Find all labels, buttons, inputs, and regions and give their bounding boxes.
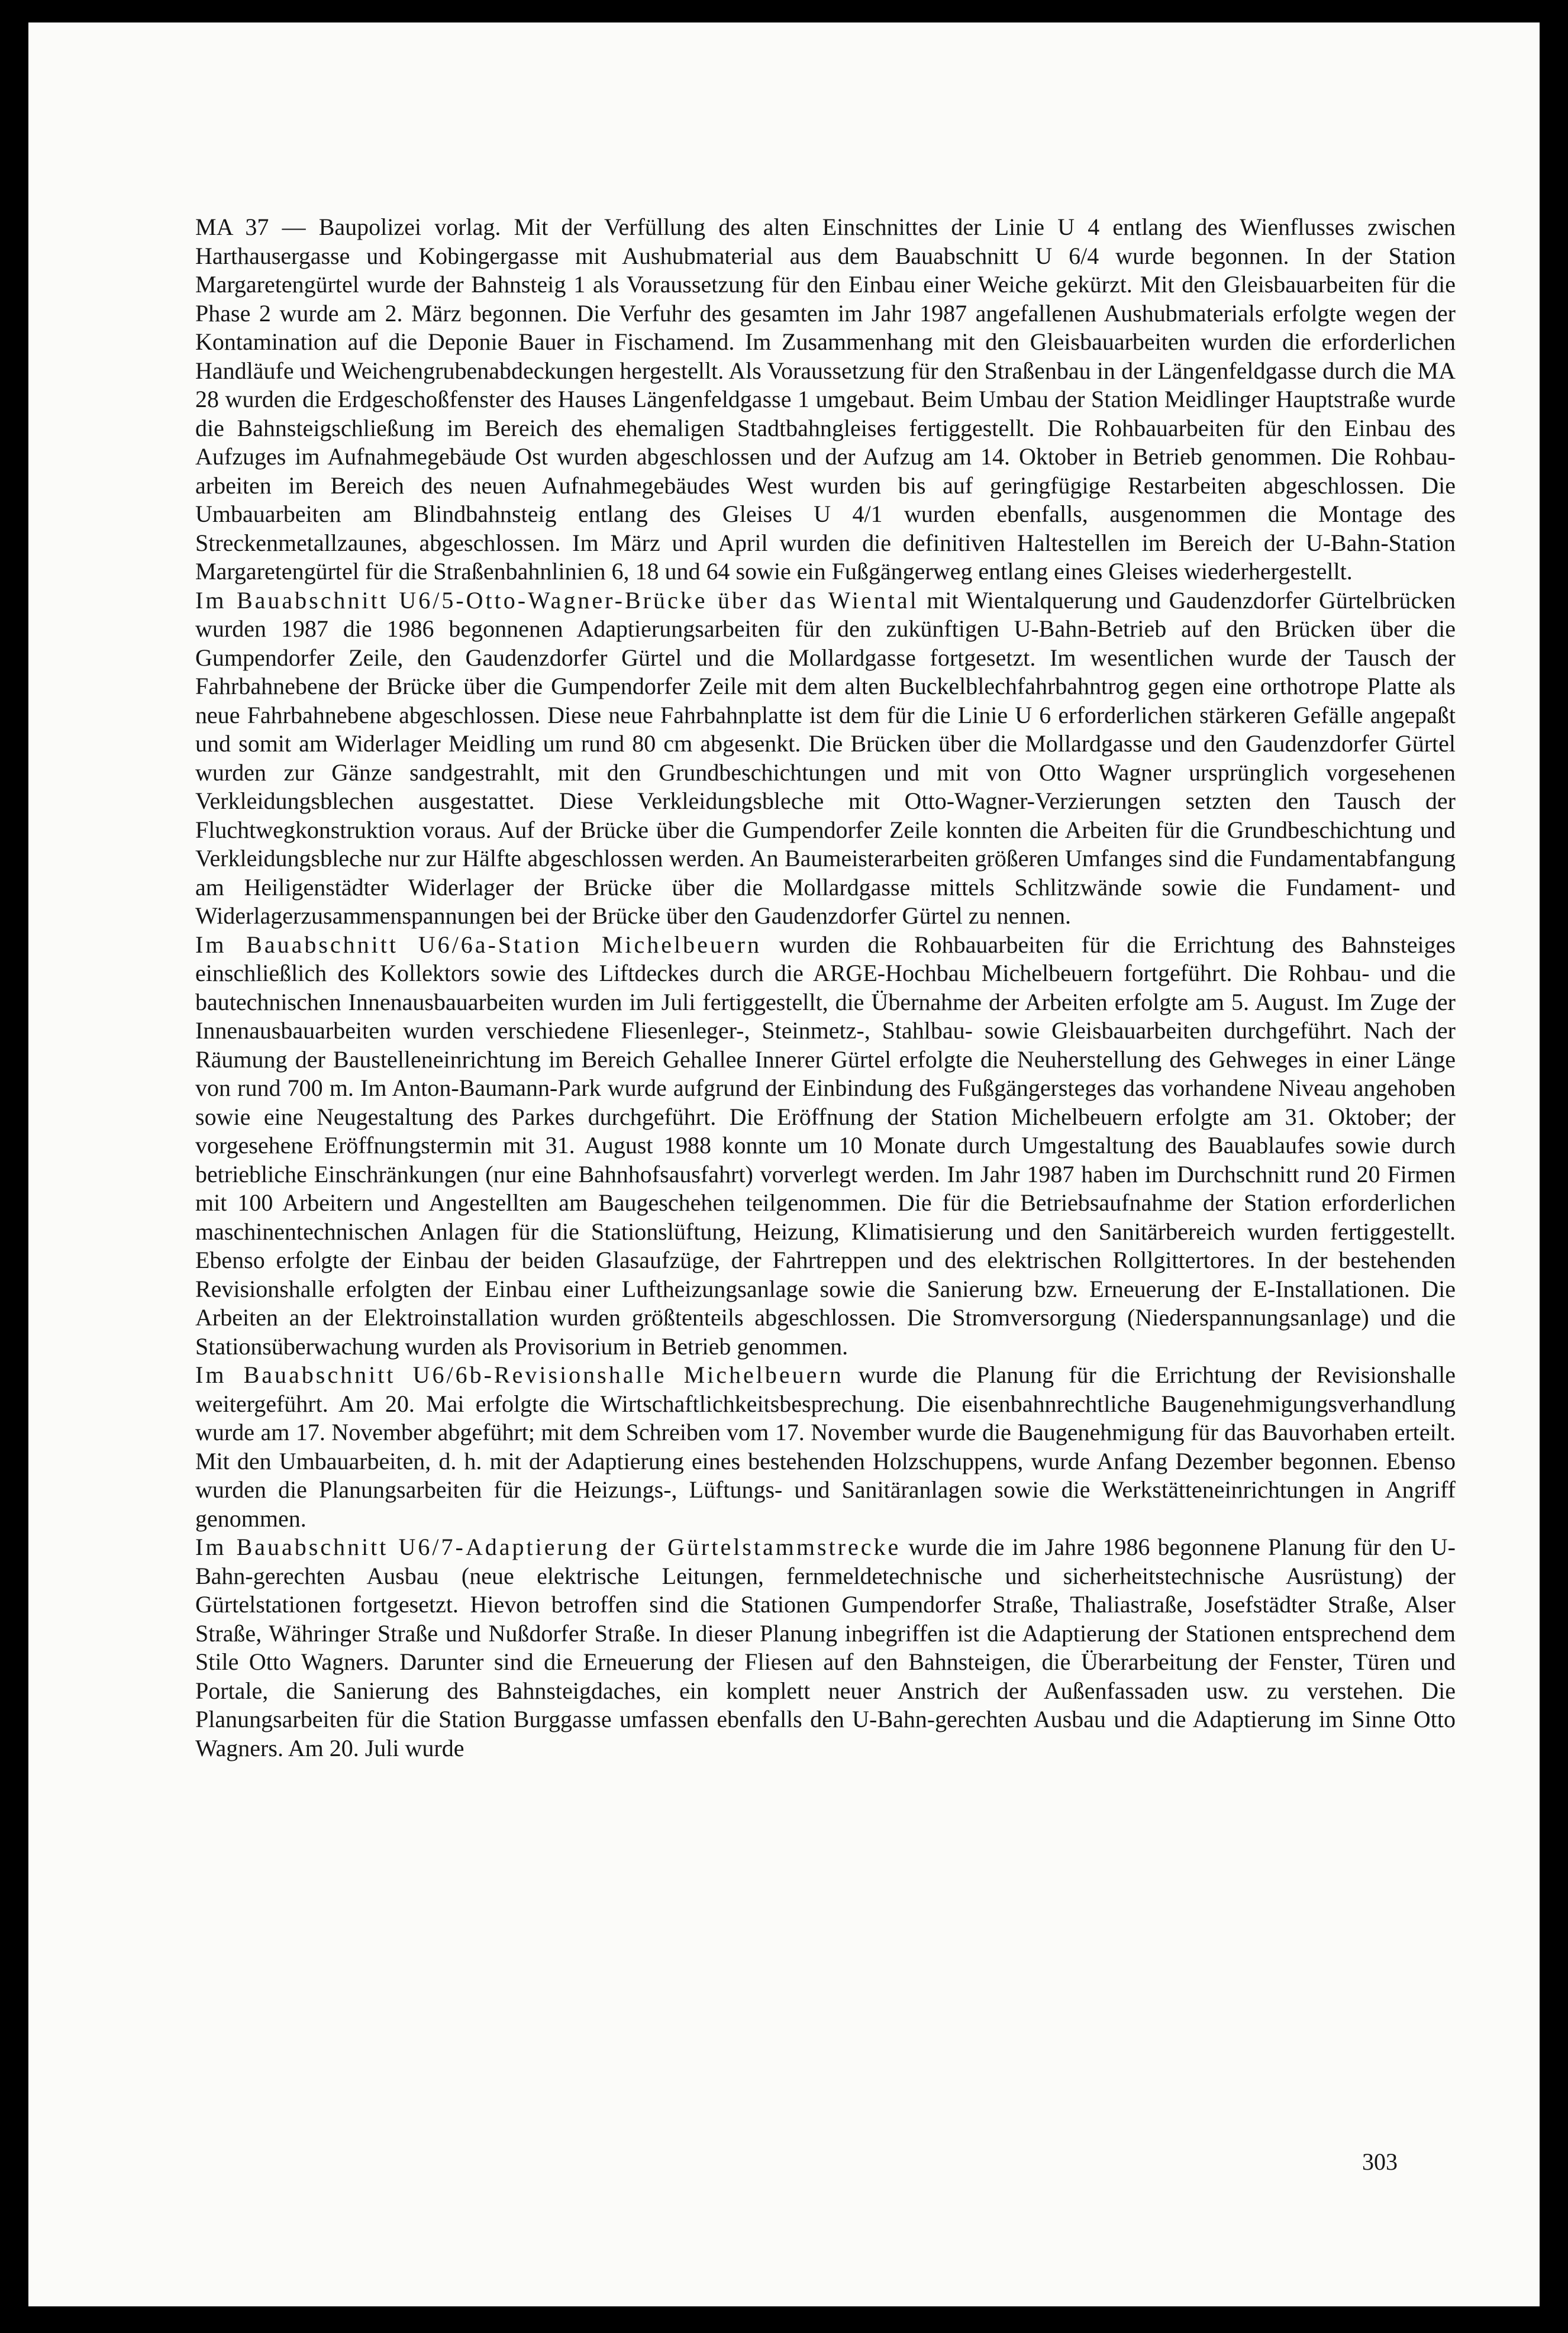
paragraph-1-text: MA 37 — Baupolizei vorlag. Mit der Verfüllung des alten Einschnittes der Linie U 4 entlang des Wienflusses zwischen Harthausergasse und Kobingergasse mit Aushubmaterial aus dem Bauabschnitt U 6/4 wurde begonnen. In der Station Margaretengürtel wurde der Bahnsteig 1 als Voraussetzung für den Einbau einer Weiche gekürzt. Mit den Gleisbauarbeiten für die Phase 2 wurde am 2. März begonnen. Die Verfuhr des gesamten im Jahr 1987 angefallenen Aushubmaterials erfolgte wegen der Kontamination auf die Deponie Bauer in Fischamend. Im Zusammenhang mit den Gleisbauarbeiten wurden die erforderlichen Handläufe und Weichengrubenabdeckungen hergestellt. Als Voraussetzung für den Straßenbau in der Längenfeldgasse durch die MA 28 wurden die Erdgeschoßfenster des Hauses Längenfeldgasse 1 umgebaut. Beim Umbau der Station Meidlinger Hauptstraße wurde die Bahnsteigschließung im Bereich des ehemaligen Stadtbahngleises fertiggestellt. Die Rohbauarbeiten für den Einbau des Aufzuges im Aufnahmegebäude Ost wurden abgeschlossen und der Aufzug am 14. Oktober in Betrieb genommen. Die Rohbauarbeiten im Bereich des neuen Aufnahmegebäudes West wurden bis auf geringfügige Restarbeiten abgeschlossen. Die Umbauarbeiten am Blindbahnsteig entlang des Gleises U 4/1 wurden ebenfalls, ausgenommen die Montage des Streckenmetallzaunes, abgeschlossen. Im März und April wurden die definitiven Haltestellen im Bereich der U-Bahn-Station Margaretengürtel für die Straßenbahnlinien 6, 18 und 64 sowie ein Fußgängerweg entlang eines Gleises wiederhergestellt. (195, 214, 1456, 585)
paragraph-4-lead: Im Bauabschnitt U6/6b-Revisionshalle Michelbeuern (195, 1361, 844, 1388)
paragraph-1 (195, 213, 1456, 586)
document-page (28, 22, 1540, 2306)
paragraph-3 (195, 931, 1456, 1361)
paragraph-2-lead: Im Bauabschnitt U6/5-Otto-Wagner-Brücke über das Wiental (195, 586, 919, 614)
paragraph-5 (195, 1533, 1456, 1763)
paragraph-2-text: mit Wientalquerung und Gaudenzdorfer Gürtelbrücken wurden 1987 die 1986 begonnenen Adaptierungsarbeiten für den zukünftigen U-Bahn-Betrieb auf den Brücken über die Gumpendorfer Zeile, den Gaudenzdorfer Gürtel und die Mollardgasse fortgesetzt. Im wesentlichen wurde der Tausch der Fahrbahnebene der Brücke über die Gumpendorfer Zeile mit dem alten Buckelblechfahrbahntrog gegen eine orthotrope Platte als neue Fahrbahnebene abgeschlossen. Diese neue Fahrbahnplatte ist dem für die Linie U 6 erforderlichen stärkeren Gefälle angepaßt und somit am Widerlager Meidling um rund 80 cm abgesenkt. Die Brücken über die Mollardgasse und den Gaudenzdorfer Gürtel wurden zur Gänze sandgestrahlt, mit den Grundbeschichtungen und mit von Otto Wagner ursprünglich vorgesehenen Verkleidungsblechen ausgestattet. Diese Verkleidungsbleche mit Otto-Wagner-Verzierungen setzten den Tausch der Fluchtwegkonstruktion voraus. Auf der Brücke über die Gumpendorfer Zeile konnten die Arbeiten für die Grundbeschichtung und Verkleidungsbleche nur zur Hälfte abgeschlossen werden. An Baumeisterarbeiten größeren Umfanges sind die Fundamentabfangung am Heiligenstädter Widerlager der Brücke über die Mollardgasse mittels Schlitzwände sowie die Fundament- und Widerlagerzusammenspannungen bei der Brücke über den Gaudenzdorfer Gürtel zu nennen. (195, 586, 1456, 929)
body-text (195, 213, 1456, 1763)
paragraph-3-lead: Im Bauabschnitt U6/6a-Station Michelbeuern (195, 931, 762, 958)
paragraph-4-text: wurde die Planung für die Errichtung der Revisionshalle weitergeführt. Am 20. Mai erfolgte die Wirtschaftlichkeitsbesprechung. Die eisenbahnrechtliche Baugenehmigungsverhandlung wurde am 17. November abgeführt; mit dem Schreiben vom 17. November wurde die Baugenehmigung für das Bauvorhaben erteilt. Mit den Umbauarbeiten, d. h. mit der Adaptierung eines bestehenden Holzschuppens, wurde Anfang Dezember begonnen. Ebenso wurden die Planungsarbeiten für die Heizungs-, Lüftungs- und Sanitäranlagen sowie die Werkstätteneinrichtungen in Angriff genommen. (195, 1361, 1456, 1532)
paragraph-3-text: wurden die Rohbauarbeiten für die Errichtung des Bahnsteiges einschließlich des Kollektors sowie des Liftdeckes durch die ARGE-Hochbau Michelbeuern fortgeführt. Die Rohbau- und die bautechnischen Innenausbauarbeiten wurden im Juli fertiggestellt, die Übernahme der Arbeiten erfolgte am 5. August. Im Zuge der Innenausbauarbeiten wurden verschiedene Fliesenleger-, Steinmetz-, Stahlbau- sowie Gleisbauarbeiten durchgeführt. Nach der Räumung der Baustelleneinrichtung im Bereich Gehallee Innerer Gürtel erfolgte die Neuherstellung des Gehweges in einer Länge von rund 700 m. Im Anton-Baumann-Park wurde aufgrund der Einbindung des Fußgängersteges das vorhandene Niveau angehoben sowie eine Neugestaltung des Parkes durchgeführt. Die Eröffnung der Station Michelbeuern erfolgte am 31. Oktober; der vorgesehene Eröffnungstermin mit 31. August 1988 konnte um 10 Monate durch Umgestaltung des Bauablaufes sowie durch betriebliche Einschränkungen (nur eine Bahnhofsausfahrt) vorverlegt werden. Im Jahr 1987 haben im Durchschnitt rund 20 Firmen mit 100 Arbeitern und Angestellten am Baugeschehen teilgenommen. Die für die Betriebsaufnahme der Station erforderlichen maschinentechnischen Anlagen für die Stationslüftung, Heizung, Klimatisierung und den Sanitärbereich wurden fertiggestellt. Ebenso erfolgte der Einbau der beiden Glasaufzüge, der Fahrtreppen und des elektrischen Rollgittertores. In der bestehenden Revisionshalle erfolgten der Einbau einer Luftheizungsanlage sowie die Sanierung bzw. Erneuerung der E-Installationen. Die Arbeiten an der Elektroinstallation wurden größtenteils abgeschlossen. Die Stromversorgung (Niederspannungsanlage) und die Stationsüberwachung wurden als Provisorium in Betrieb genommen. (195, 931, 1456, 1360)
paragraph-2 (195, 586, 1456, 931)
paragraph-4 (195, 1361, 1456, 1533)
page-number: 303 (1362, 2148, 1398, 2175)
paragraph-5-text: wurde die im Jahre 1986 begonnene Planung für den U-Bahn-gerechten Ausbau (neue elektrische Leitungen, fernmeldetechnische und sicherheitstechnische Ausrüstung) der Gürtelstationen fortgesetzt. Hievon betroffen sind die Stationen Gumpendorfer Straße, Thaliastraße, Josefstädter Straße, Alser Straße, Währinger Straße und Nußdorfer Straße. In dieser Planung inbegriffen ist die Adaptierung der Stationen entsprechend dem Stile Otto Wagners. Darunter sind die Erneuerung der Fliesen auf den Bahnsteigen, die Überarbeitung der Fenster, Türen und Portale, die Sanierung des Bahnsteigdaches, ein komplett neuer Anstrich der Außenfassaden usw. zu verstehen. Die Planungsarbeiten für die Station Burggasse umfassen ebenfalls den U-Bahn-gerechten Ausbau und die Adaptierung im Sinne Otto Wagners. Am 20. Juli wurde (195, 1534, 1456, 1761)
paragraph-5-lead: Im Bauabschnitt U6/7-Adaptierung der Gürtelstammstrecke (195, 1534, 901, 1560)
